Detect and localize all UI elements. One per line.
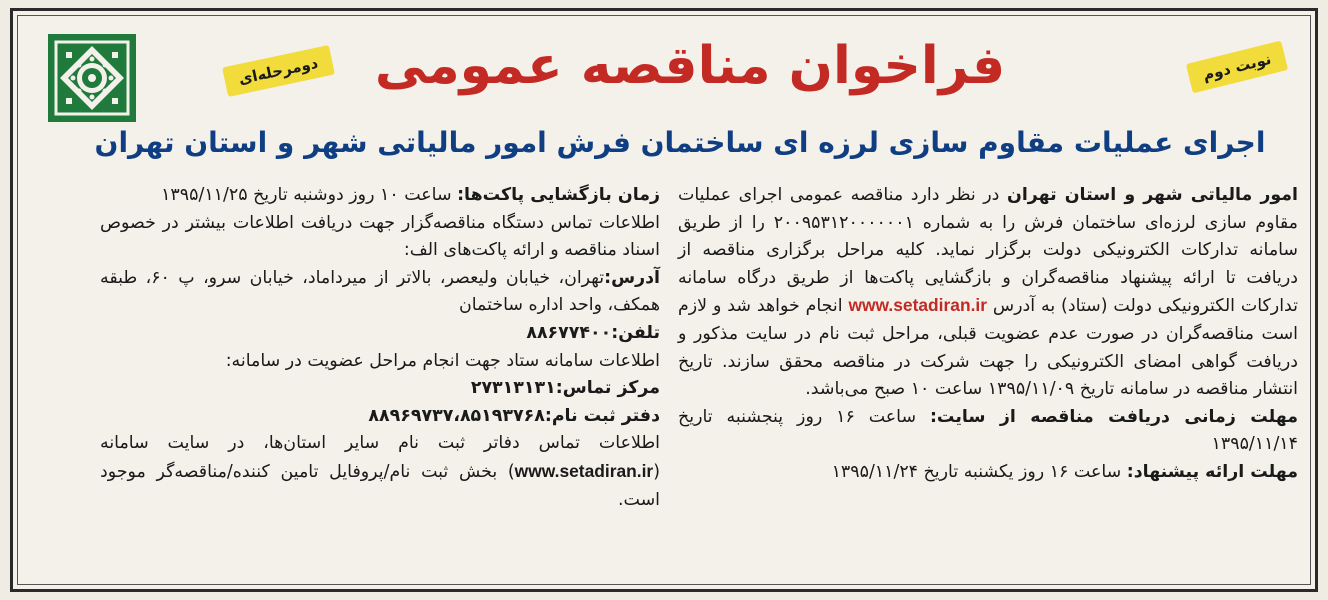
- opening-time-label: زمان بازگشایی پاکت‌ها:: [457, 185, 660, 205]
- deadline-offer: [678, 459, 1298, 487]
- phone-label: تلفن:: [611, 322, 660, 343]
- intro-paragraph: [678, 182, 1298, 404]
- provinces-text: اطلاعات تماس دفاتر ثبت نام سایر استان‌ها، در سایت سامانه (: [100, 433, 660, 482]
- notice-subtitle: اجرای عملیات مقاوم سازی لرزه ای ساختمان فرش امور مالیاتی شهر و استان تهران: [94, 126, 1266, 159]
- deadline-offer-label: مهلت ارائه پیشنهاد:: [1126, 461, 1298, 482]
- intro-text-continued: انجام خواهد شد و لازم است مناقصه‌گران در صورت عدم عضویت قبلی، مراحل ثبت نام در سایت مذکور و دریافت گواهی امضای الکترونیکی را جهت شرکت در مناقصه محقق سازند. تاریخ انتشار مناقصه در سامانه تاریخ ۱۳۹۵/۱۱/۰۹ ساعت ۱۰ صبح می‌باشد.: [678, 296, 1298, 400]
- notice-title: فراخوان مناقصه عمومی: [374, 36, 1006, 96]
- deadline-docs-value: ساعت ۱۶ روز پنجشنبه تاریخ ۱۳۹۵/۱۱/۱۴: [678, 406, 1298, 455]
- two-stage-badge: دومرحله‌ای: [222, 45, 334, 97]
- second-round-badge: نوبت دوم: [1186, 41, 1288, 94]
- deadline-offer-value: ساعت ۱۶ روز یکشنبه تاریخ ۱۳۹۵/۱۱/۲۴: [831, 461, 1127, 482]
- left-column: [100, 182, 660, 514]
- deadline-docs: [678, 404, 1298, 459]
- call-center: [100, 375, 660, 403]
- seta-info: اطلاعات سامانه ستاد جهت انجام مراحل عضویت در سامانه:: [225, 350, 660, 371]
- phone-value: ۸۸۶۷۷۴۰۰: [526, 322, 612, 343]
- provinces-info: [100, 430, 660, 514]
- right-column: [678, 182, 1298, 487]
- call-center-value: ۲۷۳۱۳۱۳۱: [470, 378, 556, 399]
- provinces-text-continued: ) بخش ثبت نام/پروفایل تامین کننده/مناقصه‌گر موجود است.: [100, 461, 660, 510]
- address-label: آدرس:: [604, 267, 660, 288]
- organizer-name: امور مالیاتی شهر و استان تهران: [1006, 185, 1298, 205]
- provinces-setadiran-link[interactable]: www.setadiran.ir: [514, 460, 654, 481]
- registry-label: دفتر ثبت نام:: [544, 405, 660, 426]
- registry-value: ۸۸۹۶۹۷۳۷،۸۵۱۹۳۷۶۸: [368, 405, 545, 426]
- opening-time-value: ساعت ۱۰ روز دوشنبه تاریخ ۱۳۹۵/۱۱/۲۵: [161, 185, 458, 205]
- deadline-docs-label: مهلت زمانی دریافت مناقصه از سایت:: [929, 406, 1299, 427]
- address-value: تهران، خیابان ولیعصر، بالاتر از میرداماد، خیابان سرو، پ ۶۰، طبقه همکف، واحد اداره ساختمان: [100, 267, 660, 316]
- call-center-label: مرکز تماس:: [555, 378, 660, 399]
- opening-time: [100, 182, 660, 210]
- contact-info: اطلاعات تماس دستگاه مناقصه‌گزار جهت دریافت اطلاعات بیشتر در خصوص اسناد مناقصه و ارائه پاکت‌های الف:: [100, 212, 660, 261]
- setadiran-link[interactable]: www.setadiran.ir: [848, 295, 988, 316]
- registry-office: [100, 403, 660, 431]
- tax-organization-emblem-icon: [46, 32, 138, 124]
- intro-text: در نظر دارد مناقصه عمومی اجرای عملیات مقاوم سازی لرزه‌ای ساختمان فرش را به شماره ۲۰۰۹۵۳۱۲۰۰۰۰۰۰۱ را از طریق سامانه تدارکات الکترونیکی دولت برگزار نماید. کلیه مراحل برگزاری مناقصه از دریافت تا ارائه پیشنهاد مناقصه‌گران و بازگشایی پاکت‌ها از طریق درگاه سامانه تدارکات الکترونیکی دولت (ستاد) به آدرس: [678, 185, 1299, 317]
- address: [100, 265, 660, 320]
- phone: [100, 320, 660, 348]
